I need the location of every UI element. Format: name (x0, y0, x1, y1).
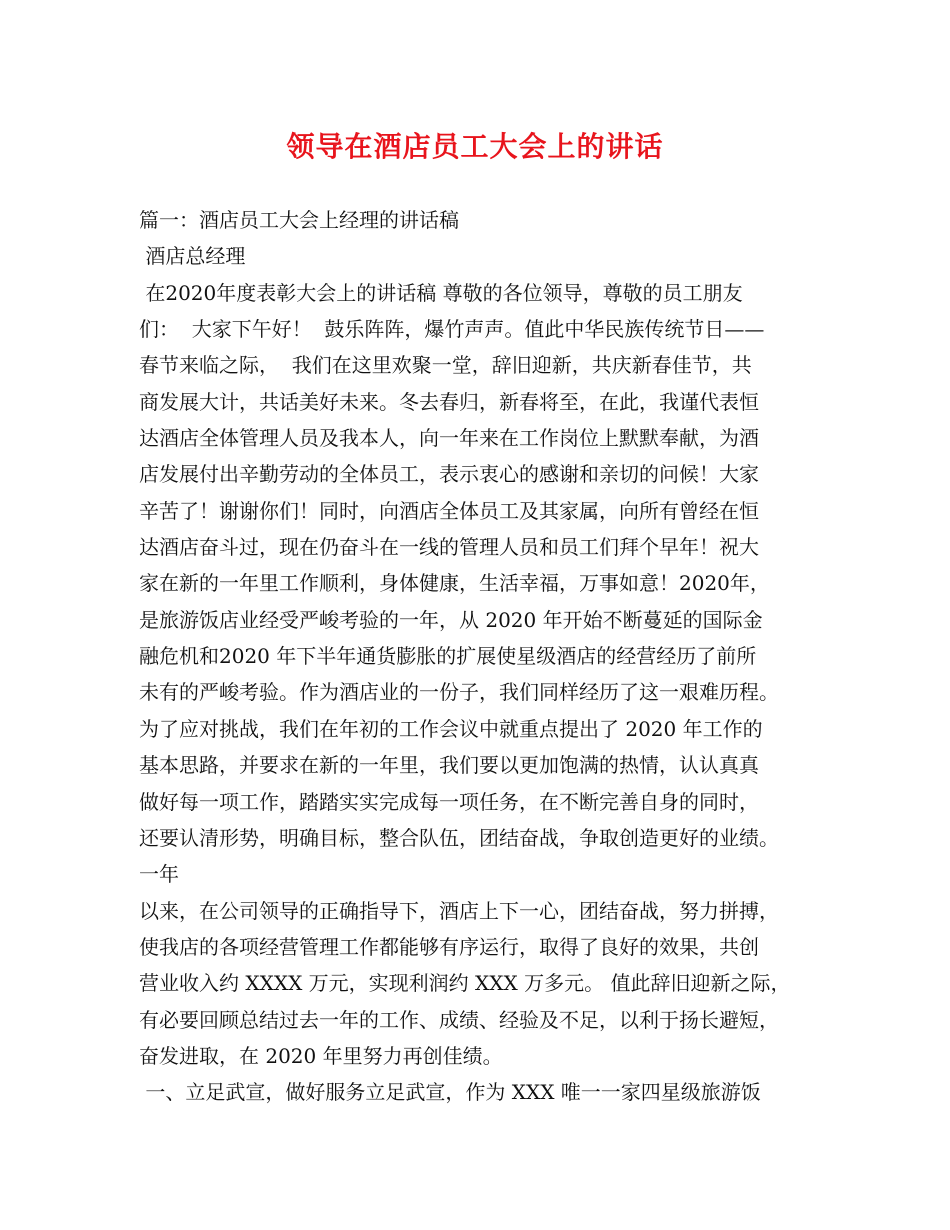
body-text-line: 做好每一项工作，踏踏实实完成每一项任务，在不断完善自身的同时， (139, 789, 759, 814)
document-body (139, 202, 839, 1111)
body-text-line: 家在新的一年里工作顺利，身体健康，生活幸福，万事如意！2020年， (139, 571, 770, 596)
body-text-line: 以来，在公司领导的正确指导下，酒店上下一心，团结奋战，努力拼搏， (139, 898, 779, 923)
body-text-line: 未有的严峻考验。作为酒店业的一份子，我们同样经历了这一艰难历程。 (139, 680, 779, 705)
body-text-line: 一年 (139, 862, 179, 887)
body-text-line: 辛苦了！谢谢你们！同时，向酒店全体员工及其家属，向所有曾经在恒 (139, 498, 759, 523)
document-title: 领导在酒店员工大会上的讲话 (286, 130, 664, 163)
body-text-line: 酒店总经理 (139, 244, 246, 269)
body-text-line: 为了应对挑战，我们在年初的工作会议中就重点提出了 2020 年工作的 (139, 716, 763, 741)
body-text-line: 一、立足武宣，做好服务立足武宣，作为 XXX 唯一一家四星级旅游饭 (139, 1080, 761, 1105)
body-text-line: 们： 大家下午好！ 鼓乐阵阵，爆竹声声。值此中华民族传统节日—— (139, 317, 765, 342)
body-text-line: 使我店的各项经营管理工作都能够有序运行，取得了良好的效果，共创 (139, 934, 759, 959)
body-text-line: 店发展付出辛勤劳动的全体员工，表示衷心的感谢和亲切的问候！大家 (139, 462, 759, 487)
body-text-line: 还要认清形势，明确目标，整合队伍，团结奋战，争取创造更好的业绩。 (139, 825, 779, 850)
body-text-line: 在2020年度表彰大会上的讲话稿 尊敬的各位领导，尊敬的员工朋友 (139, 280, 743, 305)
body-text-line: 达酒店全体管理人员及我本人，向一年来在工作岗位上默默奉献，为酒 (139, 426, 759, 451)
body-text-line: 有必要回顾总结过去一年的工作、成绩、经验及不足，以利于扬长避短， (139, 1007, 779, 1032)
body-text-line: 商发展大计，共话美好未来。冬去春归，新春将至，在此，我谨代表恒 (139, 389, 759, 414)
body-text-line: 达酒店奋斗过，现在仍奋斗在一线的管理人员和员工们拜个早年！祝大 (139, 535, 759, 560)
body-text-line: 营业收入约 XXXX 万元，实现利润约 XXX 万多元。 值此辞旧迎新之际， (139, 971, 791, 996)
body-text-line: 春节来临之际， 我们在这里欢聚一堂，辞旧迎新，共庆新春佳节，共 (139, 353, 752, 378)
body-text-line: 基本思路，并要求在新的一年里，我们要以更加饱满的热情，认认真真 (139, 753, 759, 778)
body-text-line: 融危机和2020 年下半年通货膨胀的扩展使星级酒店的经营经历了前所 (139, 644, 757, 669)
body-text-line: 是旅游饭店业经受严峻考验的一年，从 2020 年开始不断蔓延的国际金 (139, 607, 763, 632)
body-text-line: 篇一：酒店员工大会上经理的讲话稿 (139, 208, 459, 232)
body-text-line: 奋发进取，在 2020 年里努力再创佳绩。 (139, 1043, 503, 1068)
